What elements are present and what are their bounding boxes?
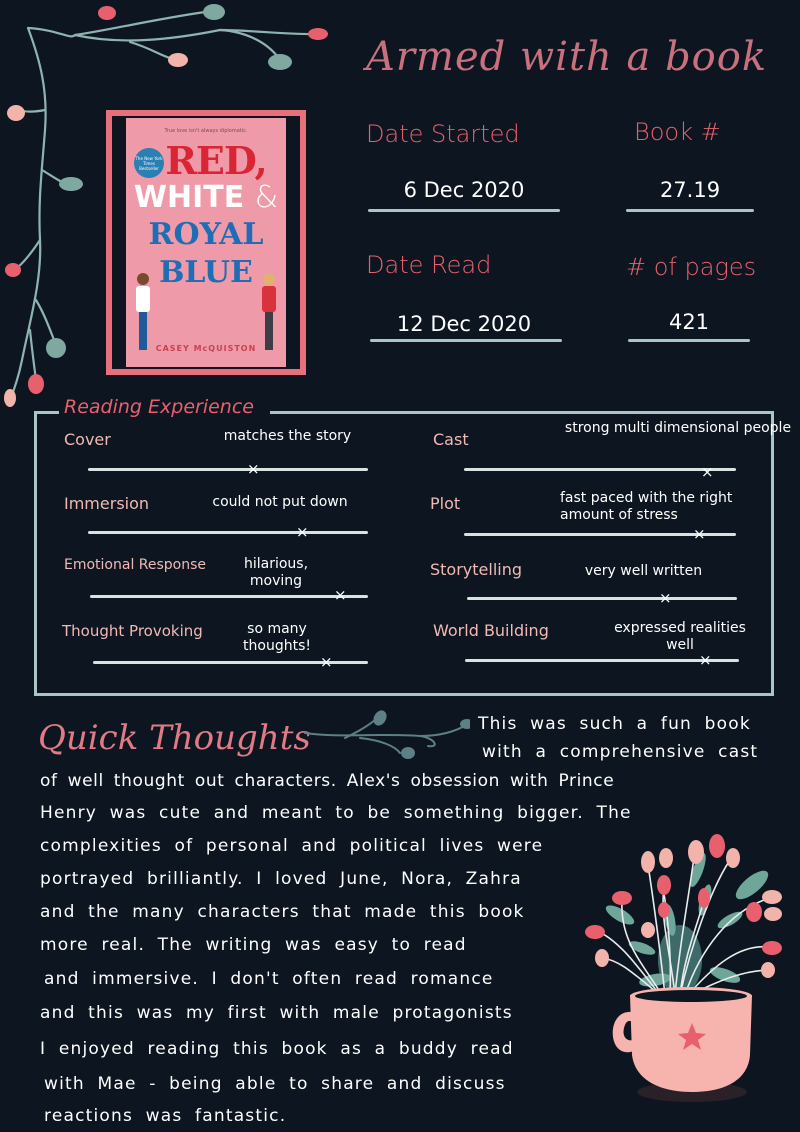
thoughts-line-13: reactions was fantastic.	[44, 1106, 287, 1126]
category-cover-note: matches the story	[223, 428, 352, 444]
category-plot-note: fast paced with the right amount of stress	[560, 490, 733, 523]
book-cover-frame	[106, 110, 306, 375]
pages-underline	[628, 339, 750, 342]
date-read-value: 12 Dec 2020	[396, 312, 532, 336]
pages-value: 421	[668, 310, 710, 334]
plant-cup-illustration-icon	[580, 830, 800, 1110]
figure-left-icon	[136, 273, 150, 353]
page-title: Armed with a book	[366, 34, 768, 80]
category-immersion-note: could not put down	[212, 494, 348, 510]
box-border-top-right	[270, 411, 774, 414]
sprig-decoration-icon	[300, 708, 470, 763]
book-title-royal: ROYAL	[148, 217, 264, 252]
date-started-label: Date Started	[366, 120, 520, 148]
category-immersion-scale[interactable]	[88, 531, 368, 534]
category-emotional-scale[interactable]	[90, 595, 368, 598]
category-plot-label: Plot	[430, 494, 461, 513]
book-tagline: True love isn't always diplomatic.	[164, 128, 248, 134]
category-emotional-label: Emotional Response	[64, 557, 207, 573]
category-immersion-mark: ×	[296, 523, 309, 541]
book-number-label: Book #	[634, 118, 721, 146]
category-world-label: World Building	[433, 621, 549, 640]
box-border-top-left	[34, 411, 59, 414]
book-cover	[126, 118, 286, 367]
thoughts-line-8: more real. The writing was easy to read	[40, 935, 467, 955]
reading-experience-title: Reading Experience	[64, 396, 254, 418]
book-title-blue: BLUE	[159, 255, 253, 290]
date-read-underline	[370, 339, 562, 342]
category-cover-label: Cover	[64, 430, 111, 449]
category-world-note: expressed realities well	[614, 620, 746, 653]
category-emotional-mark: ×	[334, 586, 347, 604]
book-title-white	[126, 180, 286, 216]
category-cast-note: strong multi dimensional people	[564, 420, 792, 436]
thoughts-line-5: complexities of personal and political lives were	[40, 836, 544, 856]
category-cover-mark: ×	[247, 460, 260, 478]
category-storytelling-label: Storytelling	[430, 560, 523, 579]
category-storytelling-scale[interactable]	[467, 597, 737, 600]
bestseller-badge: The New York Times Bestseller	[134, 148, 164, 178]
thoughts-line-3: of well thought out characters. Alex's obsession with Prince	[40, 771, 615, 791]
thoughts-line-4: Henry was cute and meant to be something bigger. The	[40, 803, 632, 823]
category-cast-mark: ×	[701, 463, 714, 481]
figure-right-icon	[262, 273, 276, 353]
book-title-red: RED,	[165, 138, 267, 183]
date-read-label: Date Read	[366, 251, 492, 279]
category-world-scale[interactable]	[465, 659, 739, 662]
category-cover-scale[interactable]	[88, 468, 368, 471]
thoughts-line-7: and the many characters that made this book	[40, 902, 525, 922]
category-cast-scale[interactable]	[464, 468, 736, 471]
category-cast-label: Cast	[433, 430, 469, 449]
pages-label: # of pages	[626, 253, 757, 281]
category-world-mark: ×	[699, 651, 712, 669]
category-thought-mark: ×	[320, 653, 333, 671]
category-thought-label: Thought Provoking	[62, 622, 203, 640]
thoughts-line-11: I enjoyed reading this book as a buddy read	[40, 1039, 514, 1059]
thoughts-line-2: with a comprehensive cast	[482, 742, 759, 762]
thoughts-line-9: and immersive. I don't often read romance	[44, 969, 494, 989]
category-storytelling-note: very well written	[584, 563, 703, 579]
date-started-value: 6 Dec 2020	[403, 178, 525, 202]
quick-thoughts-title: Quick Thoughts	[38, 718, 311, 758]
book-author: CASEY McQUISTON	[155, 344, 257, 353]
thoughts-line-10: and this was my first with male protagonists	[40, 1003, 513, 1023]
book-title-white-text: WHITE	[133, 180, 245, 215]
thoughts-line-1: This was such a fun book	[478, 714, 751, 734]
book-number-underline	[626, 209, 754, 212]
category-storytelling-mark: ×	[659, 589, 672, 607]
thoughts-line-12: with Mae - being able to share and discuss	[44, 1074, 506, 1094]
category-thought-note: so many thoughts!	[243, 621, 311, 654]
thoughts-line-6: portrayed brilliantly. I loved June, Nora, Zahra	[40, 869, 522, 889]
book-number-value: 27.19	[659, 178, 721, 202]
category-plot-mark: ×	[693, 525, 706, 543]
category-emotional-note: hilarious, moving	[243, 556, 309, 589]
ampersand: &	[254, 180, 279, 215]
date-started-underline	[368, 209, 560, 212]
category-immersion-label: Immersion	[64, 494, 150, 513]
